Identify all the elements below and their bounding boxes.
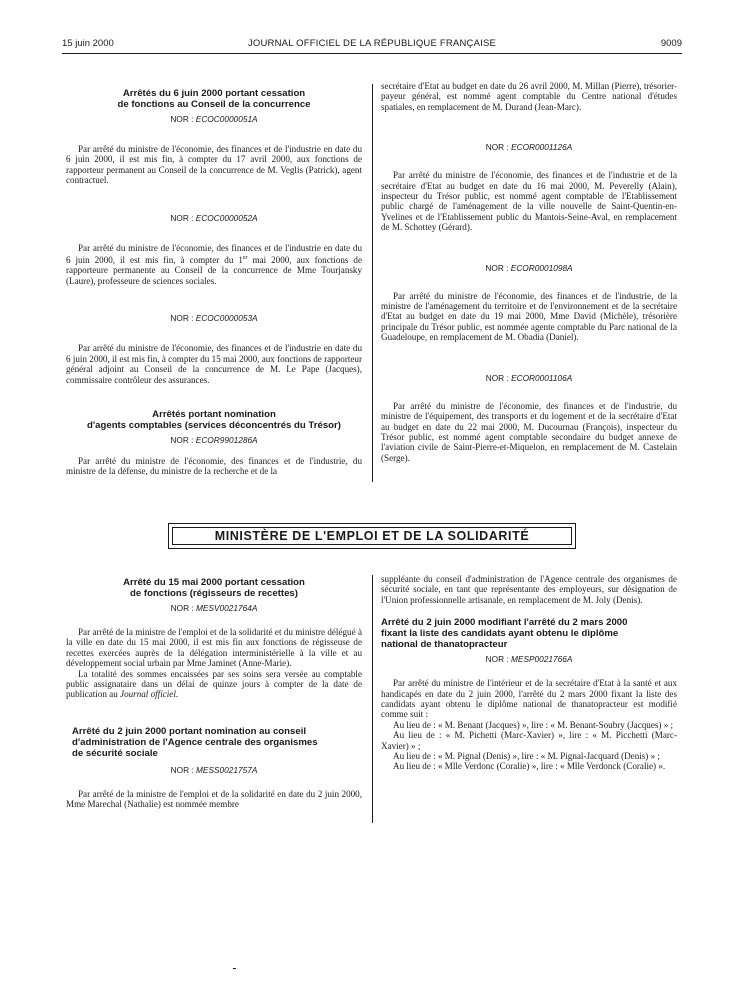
decree-paragraph: Par arrêté du ministre de l'intérieur et de la secrétaire d'Etat à la santé et aux handicapés en date du 2 juin 2000, l'arrêté du 2 mars 2000 fixant la liste des candidats ayant obtenu le diplôme national de thanatopracteur est modifié comme suit : [381,678,677,720]
decree-paragraph: Par arrêté du ministre de l'économie, des finances et de l'industrie en date du 6 juin 2000, il est mis fin, à compter du 15 mai 2000, aux fonctions de rapporteur général adjoint au Conseil de la concurrence de M. Le Pape (Jacques), commissaire contrôleur des assurances. [66,343,362,385]
decree-paragraph: Par arrêté du ministre de l'économie, des finances et de l'industrie en date du 6 juin 2000, il est mis fin, à compter du 17 avril 2000, aux fonctions de rapporteur permanent au Conseil de la concurrence de M. Veglis (Patrick), agent contractuel. [66,144,362,186]
list-item: Au lieu de : « M. Pignal (Denis) », lire : « M. Pignal-Jacquard (Denis) » ; [393,751,660,762]
nor-reference: NOR : MESV0021764A [170,603,258,613]
list-item: Au lieu de : « Mlle Verdonc (Coralie) », lire : « Mlle Verdonck (Coralie) ». [393,761,666,772]
decree-paragraph: Par arrêté du ministre de l'économie, des finances et de l'industrie en date du 6 juin 2000, il est mis fin, à compter du 1er mai 2000, aux fonctions de rapporteure permanente au Conseil de la concurrence de Mme Tourjansky (Laure), professeure de sciences sociales. [66,242,362,286]
journal-title: JOURNAL OFFICIEL DE LA RÉPUBLIQUE FRANÇAISE [247,38,497,49]
section-title: Arrêté du 15 mai 2000 portant cessation de fonctions (régisseurs de recettes) [123,577,305,599]
bottom-left-column [66,577,362,810]
page-header [62,38,682,52]
section-title: Arrêtés portant nomination d'agents comptables (services déconcentrés du Trésor) [87,408,341,431]
page-number: 9009 [660,38,682,49]
decree-paragraph: suppléante du conseil d'administration de l'Agence centrale des organismes de sécurité sociale, en tant que représentante des employeurs, sur désignation de l'Union professionnelle artisanale, en remplacement de M. Joly (Denis). [381,574,677,605]
decree-paragraph: Par arrêté du ministre de l'économie, des finances et de l'industrie, du ministre de l'équipement, des transports et du logement et de la secrétaire d'Etat au budget en date du 22 mai 2000, M. Ducournau (François), inspecteur du Trésor public, est nommé agent comptable secondaire du budget annexe de l'aviation civile de Saint-Pierre-et-Miquelon, en remplacement de M. Castelain (Serge). [381,400,677,463]
decree-paragraph: Par arrêté du ministre de l'économie, des finances et de l'industrie et de la secrétaire d'Etat au budget en date du 16 mai 2000, M. Peverelly (Alain), inspecteur du Trésor public, est nommé agent comptable de l'Etablissement public chargé de l'aménagement de la ville nouvelle de Saint-Quentin-en-Yvelines et de l'Etablissement public du Mantois-Seine-Aval, en remplacement de M. Schottey (Gérard). [381,170,677,233]
nor-reference: NOR : ECOR0001098A [485,262,573,273]
header-date: 15 juin 2000 [62,38,114,49]
decree-paragraph: Par arrêté du ministre de l'économie, des finances et de l'industrie, de la ministre de l'aménagement du territoire et de l'environnement et de la secrétaire d'Etat au budget en date du 19 mai 2000, Mme David (Michèle), trésorière principale du Trésor public, est nommée agente comptable du Parc national de la Guadeloupe, en remplacement de M. Obadia (Daniel). [381,290,677,343]
section-title: Arrêté du 2 juin 2000 portant nomination au conseil d'administration de l'Agence centrale des organismes de sécurité sociale [72,725,318,759]
section-title: Arrêtés du 6 juin 2000 portant cessation de fonctions au Conseil de la concurrence [117,88,311,110]
top-right-column [381,81,677,463]
nor-reference: NOR : ECOC0000051A [170,114,258,124]
list-item: Au lieu de : « M. Pichetti (Marc-Xavier) », lire : « M. Picchetti (Marc-Xavier) » ; [381,730,677,751]
nor-reference: NOR : ECOR0001126A [485,142,573,153]
decree-paragraph: Par arrêté de la ministre de l'emploi et de la solidarité et du ministre délégué à la ville en date du 15 mai 2000, il est mis fin aux fonctions de régisseuse de recettes exercées auprès de la délégation interministérielle à la ville et au développement social urbain par Mme Jaminet (Anne-Marie). [66,627,362,669]
header-rule [62,53,682,54]
ministry-title: MINISTÈRE DE L'EMPLOI ET DE LA SOLIDARITÉ [172,527,572,545]
decree-paragraph: secrétaire d'Etat au budget en date du 26 avril 2000, M. Millan (Pierre), trésorier-payeur général, est nommé agent comptable du Centre national d'études spatiales, en remplacement de M. Durand (Jean-Marc). [381,81,677,112]
section-title: Arrêté du 2 juin 2000 modifiant l'arrêté du 2 mars 2000 fixant la liste des candidats ayant obtenu le diplôme national de thanatopracteur [381,617,628,651]
nor-reference: NOR : ECOC0000053A [170,313,258,324]
decree-paragraph: Par arrêté de la ministre de l'emploi et de la solidarité en date du 2 juin 2000, Mme Marechal (Nathalie) est nommée membre [66,788,362,810]
ministry-banner [168,523,576,549]
nor-reference: NOR : ECOR0001106A [485,372,573,383]
column-divider [372,575,373,823]
bottom-right-column [381,574,677,772]
nor-reference: NOR : ECOC0000052A [170,212,258,223]
decree-paragraph: La totalité des sommes encaissées par ses soins sera versée au comptable public assignataire dans un délai de quinze jours à compter de la date de publication au Journal officiel. [66,668,362,700]
nor-reference: NOR : MESP0021766A [485,654,573,665]
top-left-column [66,88,362,477]
decree-paragraph: Par arrêté du ministre de l'économie, des finances et de l'industrie, du ministre de la défense, du ministre de la recherche et de la [66,455,362,477]
column-divider [372,84,373,482]
nor-reference: NOR : MESS0021757A [170,764,258,775]
nor-reference: NOR : ECOR9901286A [170,434,258,445]
list-item: Au lieu de : « M. Benant (Jacques) », lire : « M. Benant-Soubry (Jacques) » ; [393,719,674,730]
print-mark [233,968,236,969]
